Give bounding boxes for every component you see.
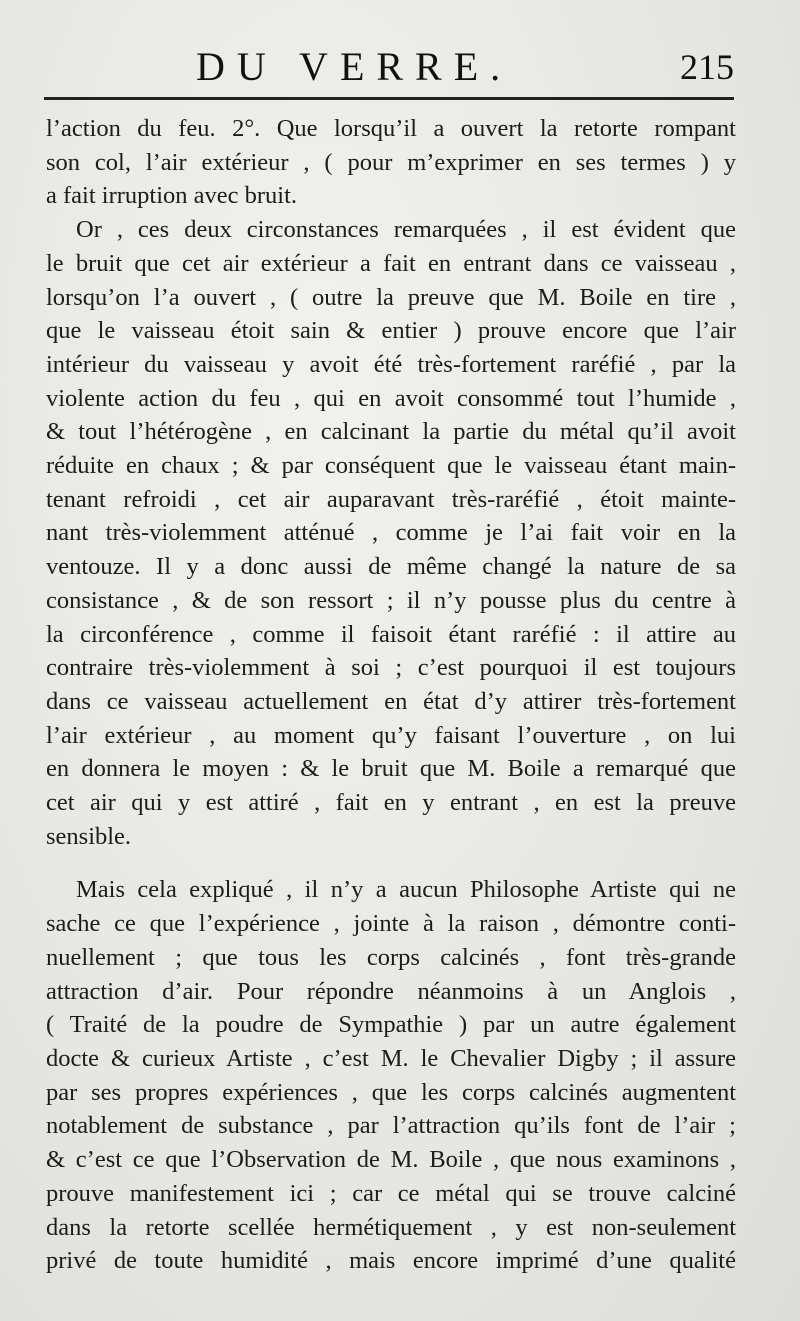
text-line: lorsqu’on l’a ouvert , ( outre la preuve que M. Boile en tire , xyxy=(46,283,736,311)
text-line: contraire très-violemment à soi ; c’est pourquoi il est toujours xyxy=(46,654,736,682)
text-line: Mais cela expliqué , il n’y a aucun Philosophe Artiste qui ne xyxy=(76,876,736,904)
paragraph-2 xyxy=(46,213,736,853)
text-line: cet air qui y est attiré , fait en y entrant , en est la preuve xyxy=(46,789,736,817)
paragraph-1 xyxy=(46,112,736,213)
paragraph-gap xyxy=(46,853,736,873)
text-line: ventouze. Il y a donc aussi de même changé la nature de sa xyxy=(46,553,736,581)
text-line: l’air extérieur , au moment qu’y faisant l’ouverture , on lui xyxy=(46,721,736,749)
text-line: Or , ces deux circonstances remarquées , il est évident que xyxy=(76,216,736,244)
text-line: consistance , & de son ressort ; il n’y pousse plus du centre à xyxy=(46,586,736,614)
page-number: 215 xyxy=(680,47,734,87)
text-line: nant très-violemment atténué , comme je l’ai fait voir en la xyxy=(46,519,736,547)
text-line: dans ce vaisseau actuellement en état d’y attirer très-fortement xyxy=(46,687,736,715)
paragraph-3 xyxy=(46,873,736,1277)
text-line: l’action du feu. 2°. Que lorsqu’il a ouvert la retorte rompant xyxy=(46,115,736,142)
text-line: a fait irruption avec bruit. xyxy=(46,182,298,210)
text-line: & c’est ce que l’Observation de M. Boile , que nous examinons , xyxy=(46,1146,736,1174)
text-line: prouve manifestement ici ; car ce métal qui se trouve calciné xyxy=(46,1179,736,1207)
text-line: que le vaisseau étoit sain & entier ) prouve encore que l’air xyxy=(46,317,736,345)
text-line: réduite en chaux ; & par conséquent que le vaisseau étant main- xyxy=(46,452,736,480)
text-line: attraction d’air. Pour répondre néanmoins à un Anglois , xyxy=(46,977,736,1005)
text-line: la circonférence , comme il faisoit étant raréfié : il attire au xyxy=(46,620,736,648)
text-line: son col, l’air extérieur , ( pour m’exprimer en ses termes ) y xyxy=(46,148,736,176)
text-line: par ses propres expériences , que les corps calcinés augmentent xyxy=(46,1078,736,1106)
text-line: tenant refroidi , cet air auparavant très-raréfié , étoit mainte- xyxy=(46,485,736,513)
text-line: sensible. xyxy=(46,822,132,850)
text-line: notablement de substance , par l’attraction qu’ils font de l’air ; xyxy=(46,1112,736,1140)
text-line: nuellement ; que tous les corps calcinés , font très-grande xyxy=(46,943,736,971)
text-line: privé de toute humidité , mais encore imprimé d’une qualité xyxy=(46,1247,736,1275)
text-line: intérieur du vaisseau y avoit été très-fortement raréfié , par la xyxy=(46,350,736,378)
running-title: DU VERRE. xyxy=(196,44,513,89)
text-line: ( Traité de la poudre de Sympathie ) par un autre également xyxy=(46,1011,736,1039)
text-line: docte & curieux Artiste , c’est M. le Chevalier Digby ; il assure xyxy=(46,1044,736,1072)
text-line: & tout l’hétérogène , en calcinant la partie du métal qu’il avoit xyxy=(46,418,736,446)
text-line: sache ce que l’expérience , jointe à la raison , démontre conti- xyxy=(46,910,736,938)
text-line: le bruit que cet air extérieur a fait en entrant dans ce vaisseau , xyxy=(46,249,736,277)
page-header xyxy=(46,38,734,96)
text-line: en donnera le moyen : & le bruit que M. Boile a remarqué que xyxy=(46,755,736,783)
header-rule xyxy=(44,97,734,100)
body-text xyxy=(46,112,736,1278)
text-line: dans la retorte scellée hermétiquement , y est non-seulement xyxy=(46,1213,736,1241)
text-line: violente action du feu , qui en avoit consommé tout l’humide , xyxy=(46,384,736,412)
